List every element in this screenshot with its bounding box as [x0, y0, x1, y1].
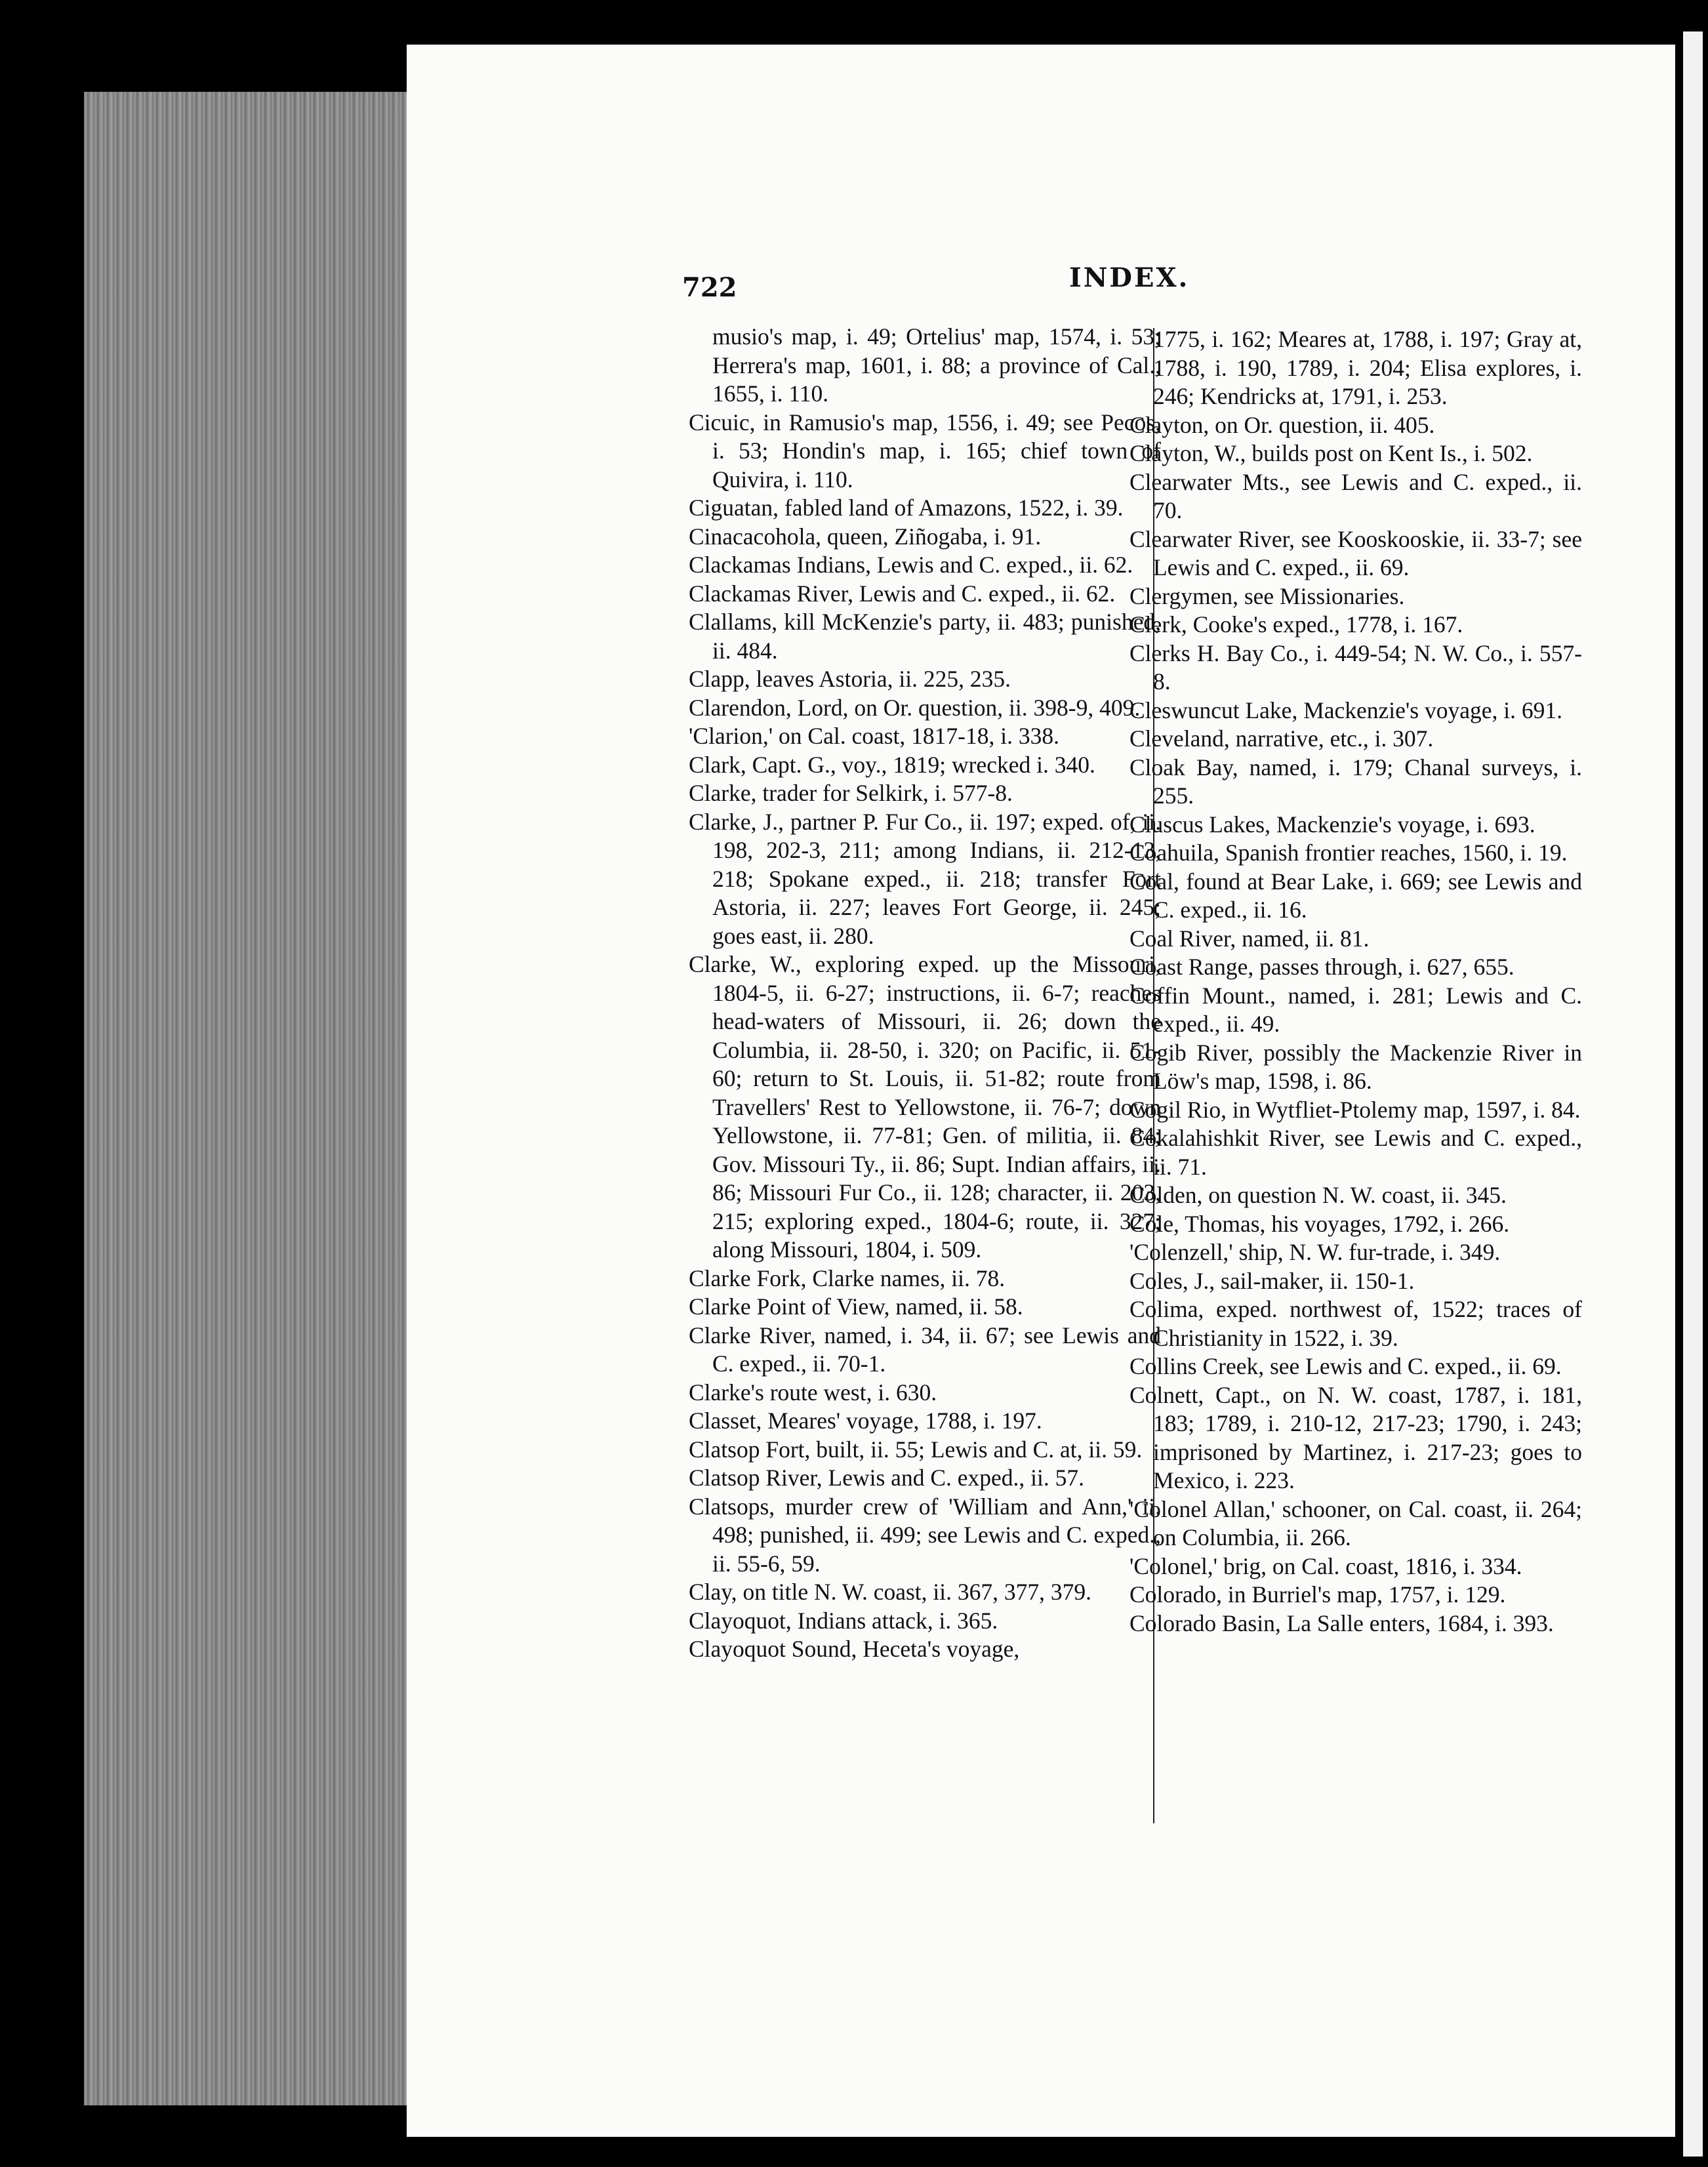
index-entry: Coal River, named, ii. 81.	[1129, 925, 1370, 952]
index-entry: Clatsops, murder crew of 'William and Ann,' ii. 498; punished, ii. 499; see Lewis and C. exped., ii. 55-6, 59.	[689, 1493, 1161, 1577]
index-entry: Clerks H. Bay Co., i. 449-54; N. W. Co., i. 557-8.	[1129, 639, 1582, 695]
index-entry: Classet, Meares' voyage, 1788, i. 197.	[689, 1408, 1042, 1434]
index-entry: 1775, i. 162; Meares at, 1788, i. 197; Gray at, 1788, i. 190, 1789, i. 204; Elisa explores, i. 246; Kendricks at, 1791, i. 253.	[1153, 326, 1582, 409]
index-entry: Cokalahishkit River, see Lewis and C. exped., ii. 71.	[1129, 1125, 1582, 1180]
index-entry: 'Colonel,' brig, on Cal. coast, 1816, i. 334.	[1129, 1552, 1522, 1579]
index-entry: Clayoquot Sound, Heceta's voyage,	[689, 1636, 1020, 1662]
index-entry: Clearwater Mts., see Lewis and C. exped., ii. 70.	[1129, 468, 1582, 523]
index-entry: Coahuila, Spanish frontier reaches, 1560, i. 19.	[1129, 840, 1568, 866]
index-column-left	[689, 323, 1161, 1664]
index-entry: Colden, on question N. W. coast, ii. 345.	[1129, 1182, 1507, 1208]
index-entry: Ciguatan, fabled land of Amazons, 1522, i. 39.	[689, 495, 1124, 521]
index-entry: Clarke Point of View, named, ii. 58.	[689, 1293, 1023, 1320]
index-entry: Colorado, in Burriel's map, 1757, i. 129.	[1129, 1581, 1506, 1608]
index-entry: 'Clarion,' on Cal. coast, 1817-18, i. 338.	[689, 723, 1059, 749]
index-entry: Colima, exped. northwest of, 1522; traces of Christianity in 1522, i. 39.	[1129, 1296, 1582, 1351]
index-entry: Coles, J., sail-maker, ii. 150-1.	[1129, 1267, 1415, 1294]
running-title: INDEX.	[1069, 262, 1190, 293]
index-entry: Collins Creek, see Lewis and C. exped., ii. 69.	[1129, 1353, 1562, 1379]
index-entry: musio's map, i. 49; Ortelius' map, 1574, i. 53; Herrera's map, 1601, i. 88; a province of Cal., 1655, i. 110.	[712, 323, 1161, 407]
index-entry: Coffin Mount., named, i. 281; Lewis and C. exped., ii. 49.	[1129, 982, 1582, 1037]
index-entry: Clay, on title N. W. coast, ii. 367, 377, 379.	[689, 1579, 1091, 1605]
index-entry: Cole, Thomas, his voyages, 1792, i. 266.	[1129, 1210, 1510, 1237]
index-entry: Cleveland, narrative, etc., i. 307.	[1129, 725, 1434, 752]
index-entry: Coast Range, passes through, i. 627, 655.	[1129, 954, 1515, 980]
index-entry: Clapp, leaves Astoria, ii. 225, 235.	[689, 666, 1011, 692]
book-page-edges	[84, 92, 412, 2105]
index-entry: Cinacacohola, queen, Ziñogaba, i. 91.	[689, 523, 1042, 550]
index-entry: Clackamas Indians, Lewis and C. exped., ii. 62.	[689, 552, 1133, 578]
index-entry: Clearwater River, see Kooskooskie, ii. 33-7; see Lewis and C. exped., ii. 69.	[1129, 525, 1582, 580]
index-entry: 'Colonel Allan,' schooner, on Cal. coast, ii. 264; on Columbia, ii. 266.	[1129, 1495, 1582, 1550]
index-entry: Cogib River, possibly the Mackenzie River in Löw's map, 1598, i. 86.	[1129, 1039, 1582, 1094]
index-entry: Cogil Rio, in Wytfliet-Ptolemy map, 1597, i. 84.	[1129, 1096, 1581, 1123]
index-entry: Cluscus Lakes, Mackenzie's voyage, i. 693.	[1129, 811, 1535, 838]
index-entry: Clergymen, see Missionaries.	[1129, 582, 1405, 609]
index-entry: Cicuic, in Ramusio's map, 1556, i. 49; see Pecos, i. 53; Hondin's map, i. 165; chief town of Quivira, i. 110.	[689, 409, 1161, 493]
index-entry: 'Colenzell,' ship, N. W. fur-trade, i. 349.	[1129, 1239, 1501, 1265]
page-header	[682, 262, 1469, 308]
index-entry: Clarke, J., partner P. Fur Co., ii. 197; exped. of, ii. 198, 202-3, 211; among Indians, ii. 212-13, 218; Spokane exped., ii. 218; transfer Fort Astoria, ii. 227; leaves Fort George, ii. 245; goes east, ii. 280.	[689, 808, 1161, 949]
index-entry: Clarendon, Lord, on Or. question, ii. 398-9, 409.	[689, 694, 1141, 721]
index-entry: Clackamas River, Lewis and C. exped., ii. 62.	[689, 580, 1116, 607]
index-entry: Clarke Fork, Clarke names, ii. 78.	[689, 1265, 1006, 1291]
index-entry: Clerk, Cooke's exped., 1778, i. 167.	[1129, 611, 1463, 638]
index-entry: Clarke, trader for Selkirk, i. 577-8.	[689, 780, 1013, 806]
index-entry: Cleswuncut Lake, Mackenzie's voyage, i. 691.	[1129, 697, 1562, 723]
index-column-right	[1129, 325, 1582, 1638]
index-entry: Colnett, Capt., on N. W. coast, 1787, i. 181, 183; 1789, i. 210-12, 217-23; 1790, i. 243; imprisoned by Martinez, i. 217-23; goes to Mexico, i. 223.	[1129, 1381, 1582, 1493]
index-entry: Clayton, W., builds post on Kent Is., i. 502.	[1129, 440, 1533, 466]
index-entry: Coal, found at Bear Lake, i. 669; see Lewis and C. exped., ii. 16.	[1129, 868, 1582, 923]
index-entry: Clarke River, named, i. 34, ii. 67; see Lewis and C. exped., ii. 70-1.	[689, 1322, 1161, 1377]
index-entry: Clarke, W., exploring exped. up the Missouri, 1804-5, ii. 6-27; instructions, ii. 6-7; reaches head-waters of Missouri, ii. 26; down the Columbia, ii. 28-50, i. 320; on Pacific, ii. 51-60; return to St. Louis, ii. 51-82; route from Travellers' Rest to Yellowstone, ii. 76-7; down Yellowstone, ii. 77-81; Gen. of militia, ii. 84; Gov. Missouri Ty., ii. 86; Supt. Indian affairs, ii. 86; Missouri Fur Co., ii. 128; character, ii. 203, 215; exploring exped., 1804-6; route, ii. 327; along Missouri, 1804, i. 509.	[689, 951, 1161, 1263]
index-entry: Clayton, on Or. question, ii. 405.	[1129, 411, 1435, 438]
index-entry: Clark, Capt. G., voy., 1819; wrecked i. 340.	[689, 751, 1095, 778]
index-entry: Clayoquot, Indians attack, i. 365.	[689, 1607, 998, 1634]
facing-page-edge	[1683, 31, 1703, 2157]
index-entry: Clatsop Fort, built, ii. 55; Lewis and C. at, ii. 59.	[689, 1436, 1143, 1463]
index-entry: Clallams, kill McKenzie's party, ii. 483; punished, ii. 484.	[689, 609, 1161, 664]
index-entry: Clatsop River, Lewis and C. exped., ii. 57.	[689, 1465, 1084, 1491]
index-entry: Cloak Bay, named, i. 179; Chanal surveys, i. 255.	[1129, 754, 1582, 809]
index-entry: Colorado Basin, La Salle enters, 1684, i. 393.	[1129, 1610, 1554, 1636]
index-entry: Clarke's route west, i. 630.	[689, 1379, 937, 1406]
page-number: 722	[682, 272, 737, 303]
